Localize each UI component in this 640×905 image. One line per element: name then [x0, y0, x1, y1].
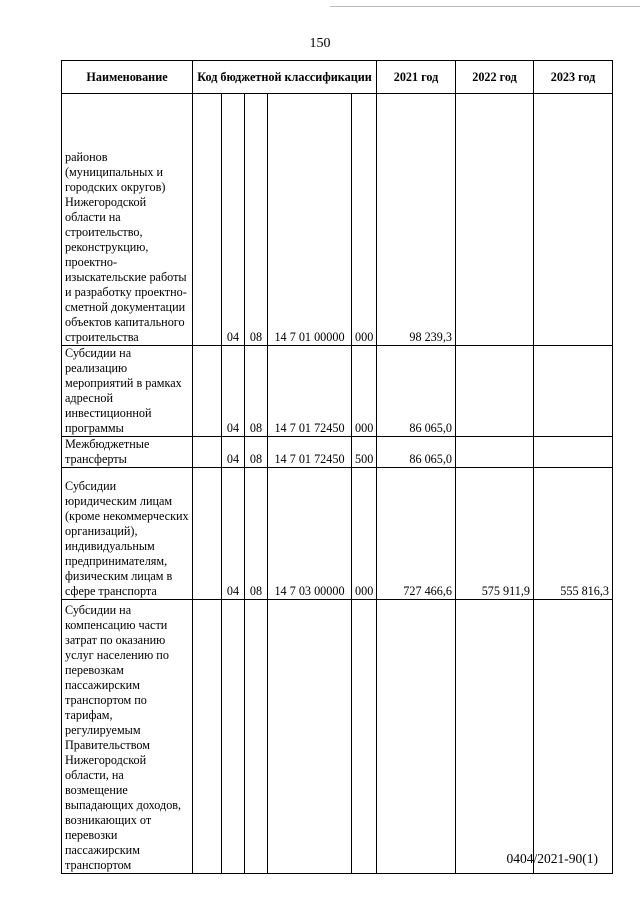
row-code-target: 14 7 01 72450 — [268, 346, 352, 437]
row-name: Субсидии на реализацию мероприятий в рамках адресной инвестиционной программы — [62, 346, 193, 437]
row-code-subsection: 08 — [245, 468, 268, 600]
row-code-section: 04 — [222, 346, 245, 437]
row-2023 — [534, 346, 613, 437]
row-2021 — [377, 600, 456, 874]
row-2022 — [456, 346, 534, 437]
row-code-subsection — [245, 600, 268, 874]
row-2021: 86 065,0 — [377, 437, 456, 468]
header-name: Наименование — [62, 61, 193, 94]
page-number: 150 — [309, 36, 331, 51]
row-2021: 727 466,6 — [377, 468, 456, 600]
row-2022: 575 911,9 — [456, 468, 534, 600]
row-code-section: 04 — [222, 437, 245, 468]
row-code-1 — [193, 600, 222, 874]
row-code-1 — [193, 346, 222, 437]
row-code-type: 000 — [352, 346, 377, 437]
row-name: районов (муниципальных и городских округов) Нижегородской области на строительство, реконструкцию, проектно-изыскательские работы и разработку проектно-сметной документации объектов капитального строительства — [62, 94, 193, 346]
row-name: Межбюджетные трансферты — [62, 437, 193, 468]
row-2021: 86 065,0 — [377, 346, 456, 437]
row-code-subsection: 08 — [245, 94, 268, 346]
row-code-target: 14 7 03 00000 — [268, 468, 352, 600]
row-code-1 — [193, 437, 222, 468]
table-row — [62, 600, 613, 874]
row-code-type: 500 — [352, 437, 377, 468]
row-code-target: 14 7 01 00000 — [268, 94, 352, 346]
row-code-type: 000 — [352, 468, 377, 600]
row-code-target — [268, 600, 352, 874]
budget-table — [61, 60, 613, 874]
table-row — [62, 94, 613, 346]
row-code-subsection: 08 — [245, 346, 268, 437]
row-code-section: 04 — [222, 94, 245, 346]
header-2023: 2023 год — [534, 61, 613, 94]
table-row — [62, 437, 613, 468]
row-code-1 — [193, 94, 222, 346]
header-2022: 2022 год — [456, 61, 534, 94]
row-2023: 555 816,3 — [534, 468, 613, 600]
row-2023 — [534, 94, 613, 346]
document-code: 0404/2021-90(1) — [506, 851, 598, 866]
row-code-section: 04 — [222, 468, 245, 600]
row-code-type — [352, 600, 377, 874]
header-2021: 2021 год — [377, 61, 456, 94]
row-code-target: 14 7 01 72450 — [268, 437, 352, 468]
row-code-type: 000 — [352, 94, 377, 346]
row-2022 — [456, 600, 534, 874]
table-row — [62, 346, 613, 437]
row-code-1 — [193, 468, 222, 600]
row-2021: 98 239,3 — [377, 94, 456, 346]
row-2022 — [456, 94, 534, 346]
row-code-section — [222, 600, 245, 874]
header-code: Код бюджетной классификации — [193, 61, 377, 94]
scan-edge-line — [330, 6, 640, 7]
row-2023 — [534, 600, 613, 874]
table-row — [62, 468, 613, 600]
row-2022 — [456, 437, 534, 468]
table-header-row — [62, 61, 613, 94]
row-name: Субсидии юридическим лицам (кроме некоммерческих организаций), индивидуальным предпринимателям, физическим лицам в сфере транспорта — [62, 468, 193, 600]
row-2023 — [534, 437, 613, 468]
row-name: Субсидии на компенсацию части затрат по оказанию услуг населению по перевозкам пассажирским транспортом по тарифам, регулируемым Правительством Нижегородской области, на возмещение выпадающих доходов, возникающих от перевозки пассажирским транспортом — [62, 600, 193, 874]
row-code-subsection: 08 — [245, 437, 268, 468]
